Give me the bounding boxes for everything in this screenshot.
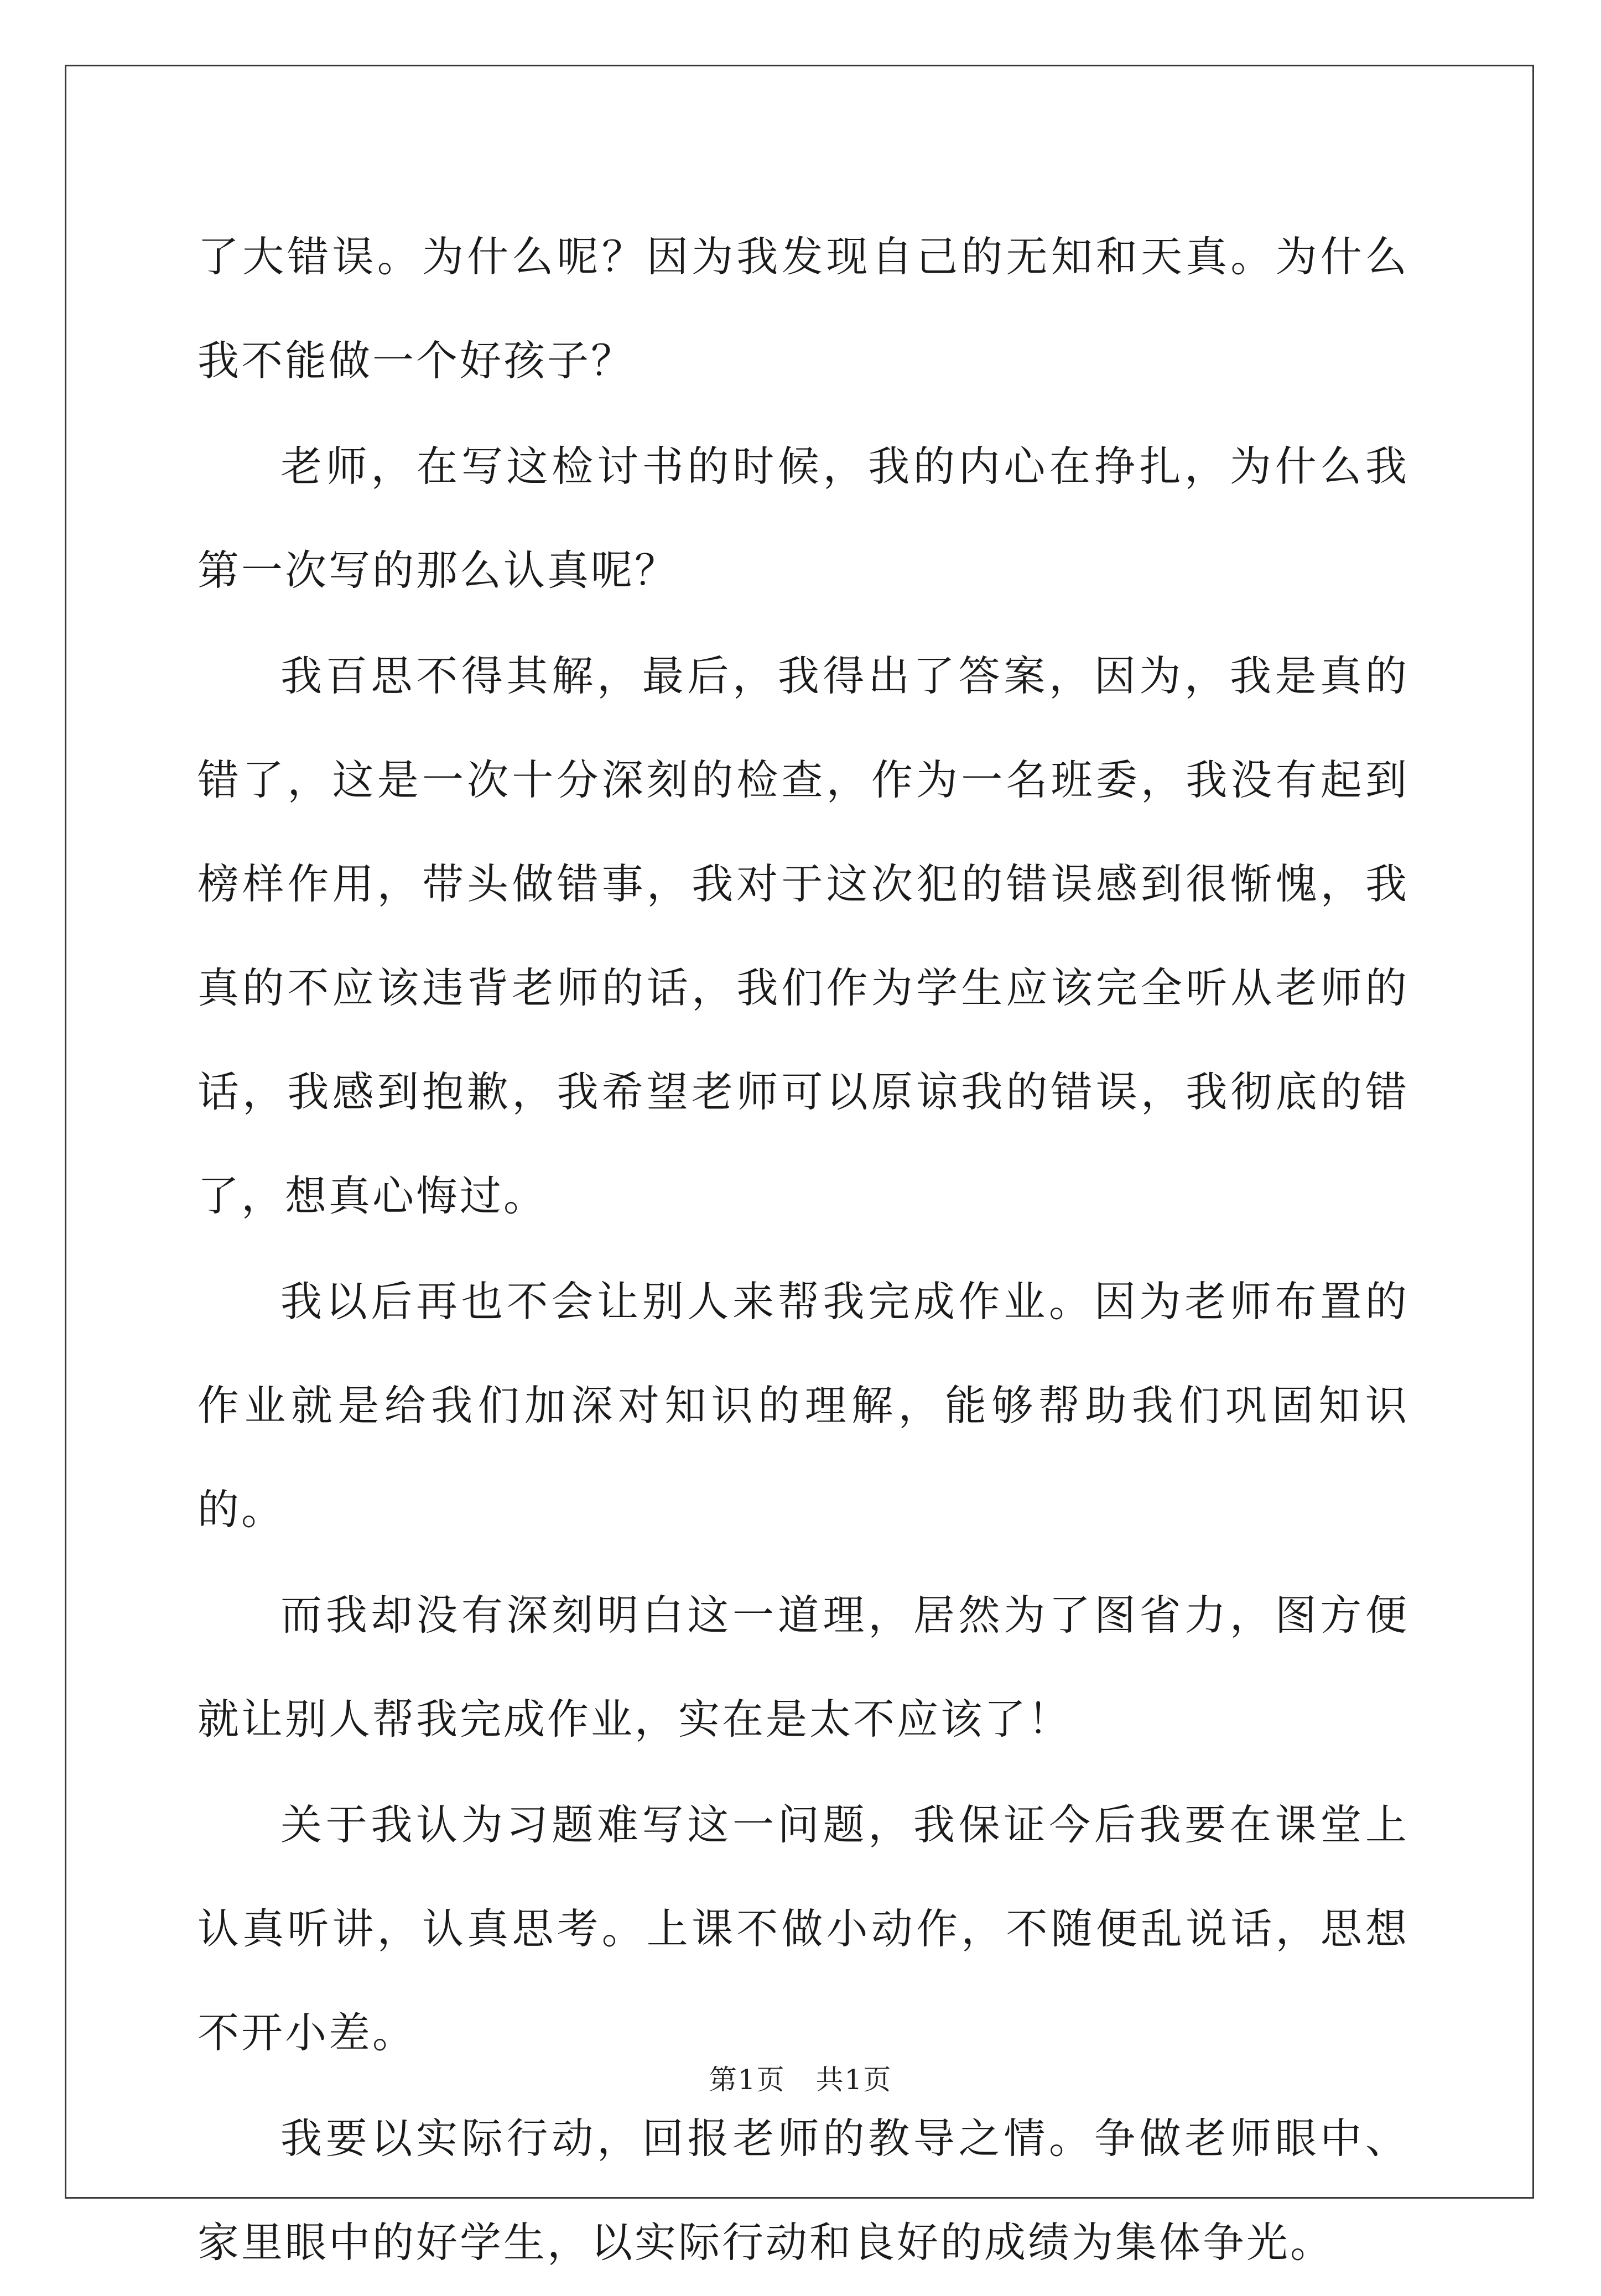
paragraph-2: 老师，在写这检讨书的时候，我的内心在挣扎，为什么我第一次写的那么认真呢？ (197, 442, 1409, 595)
paragraph-3: 我百思不得其解，最后，我得出了答案，因为，我是真的错了，这是一次十分深刻的检查，作为一名班委，我没有起到榜样作用，带头做错事，我对于这次犯的错误感到很惭愧，我真的不应该违背老师的话，我们作为学生应该完全听从老师的话，我感到抱歉，我希望老师可以原谅我的错误，我彻底的错了，想真心悔过。 (197, 652, 1409, 1220)
paragraph-5: 而我却没有深刻明白这一道理，居然为了图省力，图方便就让别人帮我完成作业，实在是太不应该了！ (197, 1591, 1409, 1743)
page-number-current: 第1页 (709, 2064, 786, 2096)
paragraph-4: 我以后再也不会让别人来帮我完成作业。因为老师布置的作业就是给我们加深对知识的理解，能够帮助我们巩固知识的。 (197, 1277, 1409, 1534)
paragraph-7: 我要以实际行动，回报老师的教导之情。争做老师眼中、家里眼中的好学生，以实际行动和良好的成绩为集体争光。 (197, 2114, 1409, 2267)
page-number-total: 共1页 (815, 2064, 892, 2096)
document-body (197, 205, 1409, 2296)
page-footer (0, 2058, 1601, 2097)
paragraph-6: 关于我认为习题难写这一问题，我保证今后我要在课堂上认真听讲，认真思考。上课不做小动作，不随便乱说话，思想不开小差。 (197, 1800, 1409, 2057)
paragraph-1: 了大错误。为什么呢？因为我发现自己的无知和天真。为什么我不能做一个好孩子？ (197, 232, 1409, 385)
